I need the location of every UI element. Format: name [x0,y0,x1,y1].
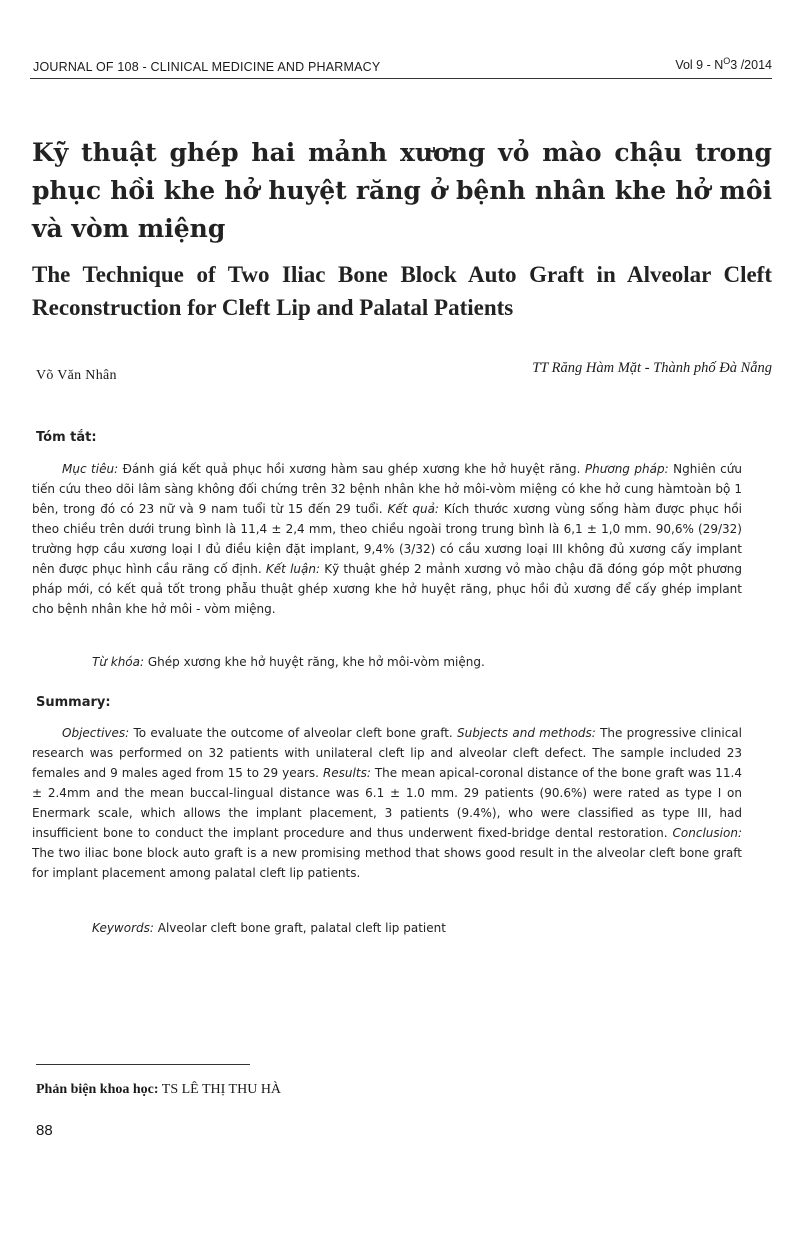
results-label: Results: [322,766,371,780]
reviewer-footnote [36,1082,281,1098]
volume-issue [675,56,772,72]
author-name: Võ Văn Nhân [36,368,117,383]
objectives-label: Objectives: [62,726,130,740]
journal-name: JOURNAL OF 108 - CLINICAL MEDICINE AND PHARMACY [33,60,381,74]
keywords-en-label: Keywords: [92,921,154,935]
header-rule [30,78,772,79]
methods-text: The progressive clinical research was performed on 32 patients with unilateral cleft lip and alveolar cleft defect. The sample included 23 females and 9 males aged from 15 to 29 years. [32,726,742,780]
summary-heading: Summary: [36,695,111,710]
volume-prefix: Vol 9 - N [675,58,724,73]
conclusion-en-text: The two iliac bone block auto graft is a new promising method that shows good result in the alveolar cleft bone graft for implant placement among palatal cleft lip patients. [32,846,742,880]
reviewer-label: Phản biện khoa học: [36,1082,159,1097]
conclusion-text: Kỹ thuật ghép 2 mảnh xương vỏ mào chậu đã đóng góp một phương pháp mới, có kết quả tốt trong phẫu thuật ghép xương khe hở huyệt răng, phục hồi đủ xương để cấy ghép implant cho bệnh nhân khe hở môi - vòm miệng. [32,562,743,616]
title-vietnamese: Kỹ thuật ghép hai mảnh xương vỏ mào chậu trong phục hồi khe hở huyệt răng ở bệnh nhân khe hở môi và vòm miệng [32,138,772,243]
keywords-en [92,918,772,938]
method-text: Nghiên cứu tiến cứu theo dõi lâm sàng không đối chứng trên 32 bệnh nhân khe hở môi-vòm miệng có khe hở cung hàmtoàn bộ 1 bên, trong đó có 23 nữ và 9 nam tuổi từ 15 đến 29 tuổi. [32,462,742,516]
volume-superscript: O [723,56,731,66]
keywords-vi-text: Ghép xương khe hở huyệt răng, khe hở môi-vòm miệng. [144,655,485,669]
volume-suffix: 3 /2014 [730,58,772,73]
keywords-vi [92,652,772,672]
footnote-rule [36,1064,250,1065]
method-label: Phương pháp: [584,462,669,476]
objective-label: Mục tiêu: [62,462,119,476]
objective-text: Đánh giá kết quả phục hồi xương hàm sau ghép xương khe hở huyệt răng. [118,462,585,476]
keywords-vi-label: Từ khóa: [92,655,145,669]
author-affiliation: TT Răng Hàm Mặt - Thành phố Đà Nẵng [532,360,772,376]
abstract-vi-heading: Tóm tắt: [36,430,97,445]
conclusion-label: Kết luận: [265,562,321,576]
title-english: The Technique of Two Iliac Bone Block Auto Graft in Alveolar Cleft Reconstruction for Cleft Lip and Palatal Patients [32,262,772,320]
methods-label: Subjects and methods: [457,726,596,740]
results-text: The mean apical-coronal distance of the bone graft was 11.4 ± 2.4mm and the mean buccal-lingual distance was 6.1 ± 1.0 mm. 29 patients (90.6%) were rated as type I on Enermark scale, which allows the implant placement, 3 patients (9.4%), who were classified as type III, had insufficient bone to conduct the implant procedure and thus underwent fixed-bridge dental restoration. [32,766,742,840]
result-text: Kích thước xương vùng sống hàm được phục hồi theo chiều trên dưới trung bình là 11,4 ± 2,4 mm, theo chiều ngoài trong trung bình là 6,1 ± 1,0 mm. 90,6% (29/32) trường hợp cầu xương loại I đủ điều kiện đặt implant, 9,4% (3/32) có cầu xương loại III không đủ xương cấy implant nên được phục hình cầu răng cố định. [32,502,743,576]
objectives-text: To evaluate the outcome of alveolar cleft bone graft. [129,726,457,740]
keywords-en-text: Alveolar cleft bone graft, palatal cleft lip patient [153,921,446,935]
result-label: Kết quả: [387,502,439,516]
conclusion-en-label: Conclusion: [672,826,742,840]
page-number: 88 [36,1122,53,1139]
abstract-vi-body [32,459,742,619]
summary-body [32,723,742,883]
reviewer-name: TS LÊ THỊ THU HÀ [158,1082,282,1097]
